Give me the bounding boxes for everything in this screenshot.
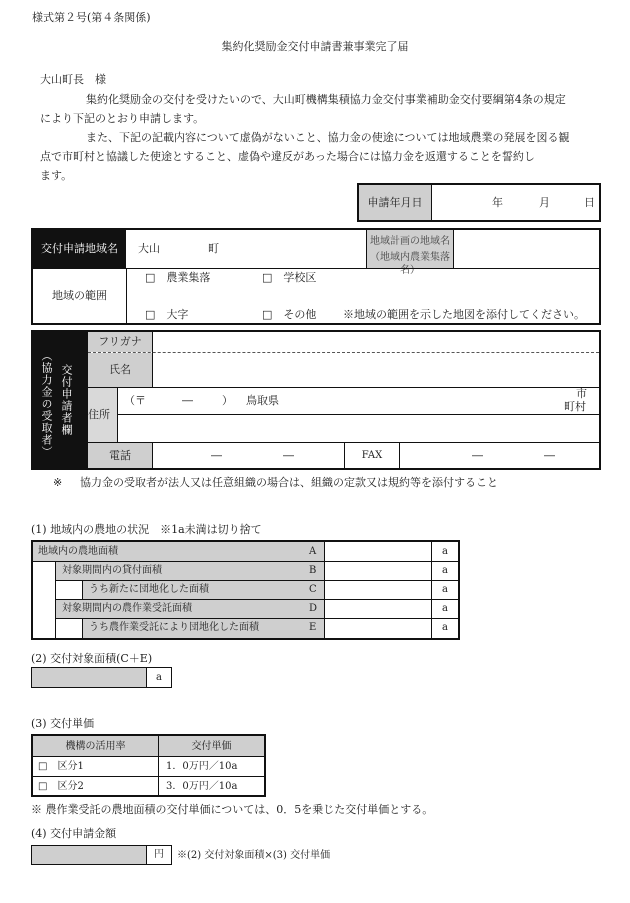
- city-label: 市: [576, 387, 587, 400]
- option-oaza-label: 大字: [166, 308, 189, 321]
- application-date-label: 申請年月日: [359, 185, 431, 220]
- name-field[interactable]: [153, 353, 599, 387]
- phone-field[interactable]: [153, 443, 343, 468]
- date-month-label: 月: [539, 196, 550, 209]
- row-c-label: うち新たに団地化した面積: [89, 584, 209, 595]
- option-school-district-label: 学校区: [283, 271, 317, 284]
- application-date-field[interactable]: [432, 185, 599, 220]
- plan-region-field[interactable]: [454, 230, 599, 268]
- fax-dash-2: ―: [544, 449, 555, 462]
- indent-blank-3: [56, 619, 82, 638]
- applicant-note: 協力金の受取者が法人又は任意組織の場合は、組織の定款又は規約等を添付すること: [80, 476, 498, 489]
- address-line-1-field[interactable]: [118, 388, 599, 414]
- unit-price-header: 交付単価: [159, 736, 264, 756]
- option-other-label: その他: [283, 308, 317, 321]
- checkbox-school-district[interactable]: □: [262, 271, 273, 284]
- applicant-note-mark: ※: [53, 476, 63, 489]
- region-table: [31, 228, 601, 325]
- section2-title: (2) 交付対象面積(C＋E): [31, 652, 153, 665]
- row-c-code: C: [309, 584, 317, 595]
- paragraph-2-line-2: 点で市町村と協議した使途とすること、虚偽や違反があった場合には協力金を返還することを誓約し: [40, 150, 535, 163]
- applicant-side-label-main: 交付申請者欄: [60, 364, 73, 436]
- address-line-2-field[interactable]: [118, 415, 599, 442]
- tier-1-label: 区分1: [57, 761, 84, 772]
- fax-field[interactable]: [400, 443, 599, 468]
- row-d-unit: a: [442, 603, 448, 614]
- phone-dash-2: ―: [283, 449, 294, 462]
- checkbox-other[interactable]: □: [262, 308, 273, 321]
- intro-text: [40, 90, 610, 185]
- row-b-value[interactable]: [325, 562, 431, 580]
- target-area-box: [31, 667, 172, 688]
- indent-blank-1: [33, 561, 55, 638]
- form-number: 様式第２号(第４条関係): [32, 11, 151, 24]
- prefecture-label: 鳥取県: [246, 394, 279, 407]
- option-school-district[interactable]: [262, 271, 316, 285]
- option-farm-village-label: 農業集落: [166, 271, 211, 284]
- fax-label: FAX: [361, 450, 383, 461]
- tier-2-option[interactable]: [38, 780, 84, 793]
- furigana-field[interactable]: [153, 332, 599, 352]
- date-day-label: 日: [584, 196, 595, 209]
- row-a-label: 地域内の農地面積: [38, 546, 118, 557]
- application-date-box: [357, 183, 601, 222]
- address-label: 住所: [88, 408, 110, 421]
- indent-line-3: [82, 619, 83, 638]
- tier-1-price: 1．0万円／10a: [166, 761, 238, 772]
- addressee: 大山町長 様: [40, 73, 106, 86]
- applicant-side-label: [33, 332, 87, 468]
- option-oaza[interactable]: [145, 308, 188, 322]
- usage-rate-header: 機構の活用率: [33, 736, 158, 756]
- paragraph-2-line-3: ます。: [40, 169, 73, 182]
- row-e-value[interactable]: [325, 619, 431, 638]
- option-farm-village[interactable]: [145, 271, 210, 285]
- phone-label: 電話: [88, 443, 152, 468]
- town-village-label: 町村: [564, 400, 586, 413]
- tier-2-price: 3．0万円／10a: [166, 781, 238, 792]
- row-b-unit: a: [442, 565, 448, 576]
- row-a-value[interactable]: [325, 542, 431, 561]
- section4-title: (4) 交付申請金額: [31, 827, 117, 840]
- form-title: 集約化奨励金交付申請書兼事業完了届: [221, 40, 409, 53]
- application-amount-field[interactable]: [32, 846, 146, 864]
- section3-title: (3) 交付単価: [31, 717, 95, 730]
- row-b-code: B: [309, 565, 317, 576]
- fax-dash-1: ―: [472, 449, 483, 462]
- paragraph-1-line-2: により下記のとおり申請します。: [40, 112, 205, 125]
- region-name-label: 交付申請地域名: [33, 230, 126, 268]
- target-area-unit: a: [156, 672, 162, 683]
- paragraph-1-line-1: 集約化奨励金の交付を受けたいので、大山町機構集積協力金交付事業補助金交付要綱第4条の規定: [86, 93, 566, 106]
- postal-suffix: ）: [222, 394, 233, 407]
- plan-region-label-line-1: 地域計画の地域名: [370, 236, 450, 247]
- paragraph-2-line-1: また、下記の記載内容について虚偽がないこと、協力金の使途については地域農業の発展を図る観: [86, 131, 570, 144]
- unit-price-table: [31, 734, 266, 797]
- tier-1-option[interactable]: [38, 760, 84, 773]
- application-amount-unit: 円: [154, 849, 164, 860]
- checkbox-farm-village[interactable]: □: [145, 271, 156, 284]
- row-d-value[interactable]: [325, 600, 431, 618]
- scope-label: 地域の範囲: [52, 289, 107, 302]
- furigana-label: フリガナ: [88, 332, 152, 352]
- tier-1-checkbox[interactable]: □: [38, 761, 48, 772]
- region-name-suffix: 町: [208, 242, 219, 255]
- plan-region-label: [367, 230, 453, 276]
- map-note: ※地域の範囲を示した地図を添付してください。: [343, 308, 585, 321]
- row-a-unit: a: [442, 546, 448, 557]
- plan-region-label-line-2: （地域内農業集落名）: [370, 252, 450, 276]
- row-c-value[interactable]: [325, 581, 431, 599]
- option-other[interactable]: [262, 308, 316, 322]
- unit-price-note: ※ 農作業受託の農地面積の交付単価については、0．5を乗じた交付単価とする。: [31, 803, 434, 816]
- checkbox-oaza[interactable]: □: [145, 308, 156, 321]
- postal-prefix: （〒: [124, 394, 146, 407]
- applicant-side-label-sub: （協力金の受取者）: [40, 350, 53, 458]
- phone-dash-1: ―: [211, 449, 222, 462]
- applicant-table: [31, 330, 601, 470]
- row-e-code: E: [309, 622, 317, 633]
- indent-blank-2: [56, 581, 82, 600]
- row-d-label: 対象期間内の農作業受託面積: [62, 603, 192, 614]
- row-e-unit: a: [442, 622, 448, 633]
- row-b-label: 対象期間内の貸付面積: [62, 565, 162, 576]
- region-name-field[interactable]: [126, 230, 366, 268]
- application-amount-note: ※(2) 交付対象面積×(3) 交付単価: [177, 850, 331, 861]
- row-e-label: うち農作業受託により団地化した面積: [89, 622, 259, 633]
- tier-2-checkbox[interactable]: □: [38, 781, 48, 792]
- postal-dash: ―: [182, 394, 193, 407]
- region-name-prefix: 大山: [138, 242, 160, 255]
- tier-2-label: 区分2: [57, 781, 84, 792]
- farmland-table: [31, 540, 460, 640]
- target-area-field[interactable]: [32, 668, 146, 687]
- row-d-code: D: [309, 603, 318, 614]
- indent-line-2: [82, 581, 83, 600]
- date-year-label: 年: [492, 196, 503, 209]
- application-amount-box: [31, 845, 172, 865]
- name-label: 氏名: [88, 353, 152, 387]
- section1-title: (1) 地域内の農地の状況 ※1a未満は切り捨て: [31, 523, 262, 536]
- row-c-unit: a: [442, 584, 448, 595]
- row-a-code: A: [309, 546, 317, 557]
